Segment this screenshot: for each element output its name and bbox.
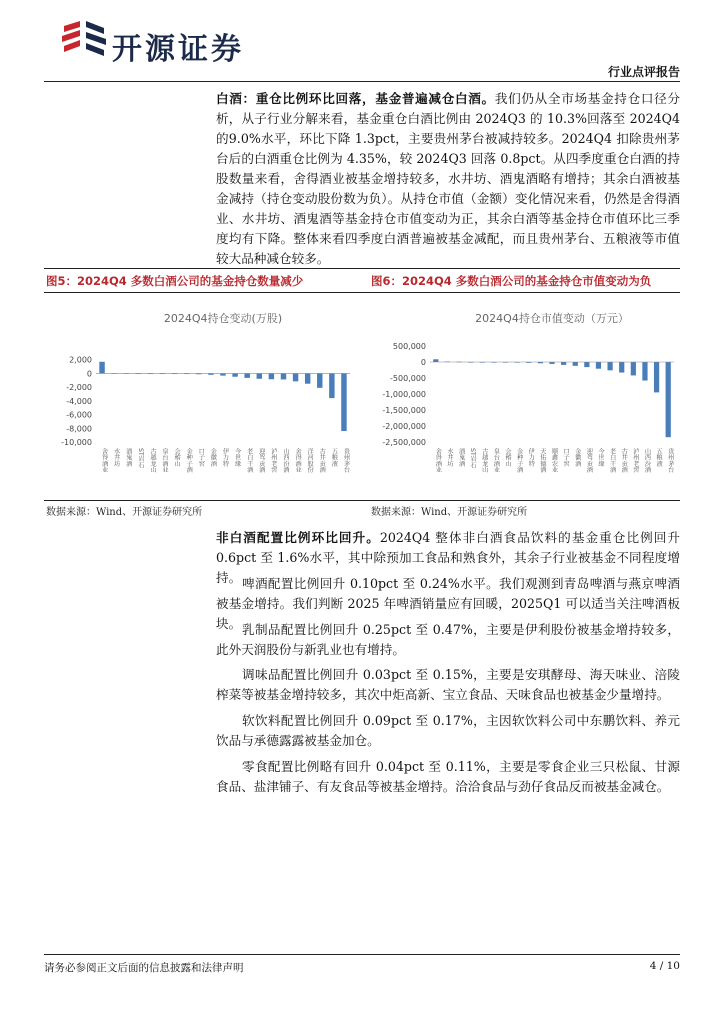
bar bbox=[329, 373, 334, 398]
figure-top-rule bbox=[44, 268, 680, 269]
x-tick-label: 顺鑫农业 bbox=[550, 448, 558, 473]
paragraph-beer: 啤酒配置比例回升 0.10pct 至 0.24%水平。我们观测到青岛啤酒与燕京啤酒被基金增持。我们判断 2025 年啤酒销量应有回暖，2025Q1 可以适当关注啤酒板块。 bbox=[216, 576, 680, 631]
x-tick-label: 金种子酒 bbox=[185, 448, 193, 473]
paragraph-condiments: 调味品配置比例回升 0.03pct 至 0.15%，主要是安琪酵母、海天味业、涪陵榨菜等被基金增持较多，其次中炬高新、宝立食品、天味食品也被基金少量增持。 bbox=[216, 667, 680, 702]
x-tick-label: 会稽山 bbox=[173, 448, 181, 467]
bar bbox=[99, 362, 104, 374]
x-tick-label: 伊力特 bbox=[221, 448, 229, 467]
y-tick-label: -6,000 bbox=[66, 410, 92, 420]
y-tick-label: -2,000,000 bbox=[382, 422, 426, 431]
y-tick-label: 2,000 bbox=[69, 355, 92, 365]
x-tick-label: 迎驾贡酒 bbox=[585, 448, 593, 473]
x-tick-label: 古井贡酒 bbox=[620, 448, 628, 473]
y-tick-label: -10,000 bbox=[61, 438, 92, 447]
bar bbox=[654, 362, 659, 392]
footer-divider bbox=[44, 954, 680, 955]
x-tick-label: 迎驾贡酒 bbox=[257, 448, 265, 473]
x-tick-label: 古越龙山 bbox=[480, 448, 488, 473]
bar bbox=[257, 373, 262, 378]
x-tick-label: 山西汾酒 bbox=[643, 448, 651, 473]
figure-5-source: 数据来源：Wind、开源证券研究所 bbox=[46, 507, 203, 518]
y-tick-label: -2,000 bbox=[66, 383, 92, 393]
x-tick-label: 水井坊 bbox=[445, 448, 453, 467]
x-tick-label: 口子窖 bbox=[197, 448, 205, 467]
bar bbox=[220, 373, 225, 375]
paragraph-text: 我们仍从全市场基金持仓口径分析，从子行业分解来看，基金重仓白酒比例由 2024Q3 的 10.3%回落至 2024Q4 的9.0%水平，环比下降 1.3pct，主要贵州茅台被减持较多。2024Q4 扣除贵州茅台后的白酒重仓比例为 4.35%，较 2024Q3 回落 0.8pct。从四季度重仓白酒的持股数量来看，舍得酒业被基金增持较多，水井坊、酒鬼酒略有增持；其余白酒被基金减持（持仓变动股份数为负）。从持仓市值（金额）变化情况来看，仍然是舍得酒业、水井坊、酒鬼酒等基金持仓市值变动为正，其余白酒等基金持仓市值环比三季度均有下降。整体来看四季度白酒普遍被基金减配，而且贵州茅台、五粮液等市值较大品种减仓较多。 bbox=[216, 91, 681, 266]
paragraph-snacks: 零食配置比例略有回升 0.04pct 至 0.11%，主要是零食企业三只松鼠、甘源食品、盐津铺子、有友食品等被基金增持。洽洽食品与劲仔食品反而被基金减仓。 bbox=[216, 759, 680, 794]
bar bbox=[269, 373, 274, 379]
figure-title-rule bbox=[44, 292, 680, 293]
x-tick-label: 五粮液 bbox=[655, 448, 663, 467]
bar bbox=[607, 362, 612, 370]
company-name: 开源证券 bbox=[112, 32, 244, 67]
bar bbox=[596, 362, 601, 369]
paragraph-soft-drinks: 软饮料配置比例回升 0.09pct 至 0.17%，主因软饮料公司中东鹏饮料、养元饮品与承德露露被基金加仓。 bbox=[216, 713, 680, 748]
x-tick-label: 金徽酒 bbox=[573, 448, 581, 467]
x-tick-label: 五粮液 bbox=[330, 448, 338, 467]
x-tick-label: 古井贡酒 bbox=[318, 448, 326, 473]
report-type: 行业点评报告 bbox=[607, 65, 680, 79]
y-tick-label: -500,000 bbox=[390, 374, 426, 383]
x-tick-label: 泸州老窖 bbox=[269, 448, 277, 473]
x-tick-label: 舍得酒业 bbox=[294, 448, 302, 473]
y-tick-label: 500,000 bbox=[392, 342, 426, 351]
y-tick-label: -2,500,000 bbox=[382, 438, 426, 447]
bar bbox=[642, 362, 647, 381]
x-tick-label: 金种子酒 bbox=[515, 448, 523, 473]
bar bbox=[341, 373, 346, 431]
paragraph-text: 2024Q4 整体非白酒食品饮料的基金重仓比例回升 0.6pct 至 1.6%水平，其中除预加工食品和熟食外，其余子行业被基金不同程度增持。 bbox=[216, 530, 680, 585]
bar bbox=[281, 373, 286, 379]
bar bbox=[305, 373, 310, 383]
paragraph-baijiu bbox=[216, 89, 680, 269]
bar bbox=[619, 362, 624, 373]
x-tick-label: 山西汾酒 bbox=[281, 448, 289, 473]
x-tick-label: ST岩石 bbox=[469, 448, 477, 469]
x-tick-label: 舍得酒业 bbox=[100, 448, 108, 473]
bar bbox=[584, 362, 589, 367]
x-tick-label: 水井坊 bbox=[112, 448, 120, 467]
x-tick-label: 老白干酒 bbox=[245, 448, 253, 473]
bar bbox=[244, 373, 249, 377]
x-tick-label: 贵州茅台 bbox=[666, 448, 674, 473]
y-tick-label: -8,000 bbox=[66, 424, 92, 434]
x-tick-label: 酒鬼酒 bbox=[457, 448, 465, 467]
chart-fig6 bbox=[368, 298, 680, 496]
figure-6-source: 数据来源：Wind、开源证券研究所 bbox=[371, 507, 528, 518]
logo-mark-icon bbox=[58, 18, 110, 64]
footer-disclaimer: 请务必参阅正文后面的信息披露和法律声明 bbox=[44, 962, 244, 974]
x-tick-label: 今世缘 bbox=[596, 448, 604, 467]
paragraph-lead: 非白酒配置比例环比回升。 bbox=[216, 530, 380, 545]
x-tick-label: 泸州老窖 bbox=[631, 448, 639, 473]
figure-5-title: 图5：2024Q4 多数白酒公司的基金持仓数量减少 bbox=[46, 274, 304, 288]
y-tick-label: 0 bbox=[420, 358, 426, 367]
bar bbox=[433, 359, 438, 362]
paragraph-dairy: 乳制品配置比例回升 0.25pct 至 0.47%，主要是伊利股份被基金增持较多，此外天润股份与新乳业也有增持。 bbox=[216, 622, 680, 657]
page-number: 4 / 10 bbox=[649, 960, 680, 972]
bar bbox=[232, 373, 237, 376]
bar bbox=[573, 362, 578, 366]
paragraph-lead: 白酒：重仓比例环比回落，基金普遍减仓白酒。 bbox=[216, 91, 495, 106]
x-tick-label: 口子窖 bbox=[562, 448, 570, 467]
x-tick-label: 老白干酒 bbox=[608, 448, 616, 473]
x-tick-label: 洋河股份 bbox=[306, 448, 314, 473]
figure-6-title: 图6：2024Q4 多数白酒公司的基金持仓市值变动为负 bbox=[371, 274, 652, 288]
header-divider bbox=[44, 81, 680, 82]
chart-title: 2024Q4持仓市值变动（万元） bbox=[475, 312, 629, 325]
y-tick-label: -1,000,000 bbox=[382, 390, 426, 399]
figure-bottom-rule bbox=[44, 500, 680, 501]
chart-fig5 bbox=[44, 298, 356, 496]
x-tick-label: 伊力特 bbox=[527, 448, 535, 467]
x-tick-label: 舍得酒业 bbox=[434, 448, 442, 473]
x-tick-label: 皇台酒业 bbox=[492, 448, 500, 473]
x-tick-label: 酒鬼酒 bbox=[124, 448, 132, 467]
x-tick-label: 金徽酒 bbox=[209, 448, 217, 467]
y-tick-label: -1,500,000 bbox=[382, 406, 426, 415]
company-logo bbox=[58, 18, 110, 68]
bar bbox=[317, 373, 322, 387]
bar bbox=[561, 362, 566, 365]
x-tick-label: 皇台酒业 bbox=[161, 448, 169, 473]
chart-title: 2024Q4持仓变动(万股) bbox=[163, 312, 283, 325]
x-tick-label: ST岩石 bbox=[136, 448, 144, 469]
x-tick-label: 古越龙山 bbox=[148, 448, 156, 473]
bar bbox=[293, 373, 298, 381]
bar bbox=[631, 362, 636, 375]
y-tick-label: -4,000 bbox=[66, 396, 92, 406]
y-tick-label: 0 bbox=[86, 369, 92, 379]
x-tick-label: 会稽山 bbox=[504, 448, 512, 467]
x-tick-label: 贵州茅台 bbox=[342, 448, 350, 473]
x-tick-label: 今世缘 bbox=[233, 448, 241, 467]
bar bbox=[666, 362, 671, 437]
x-tick-label: 天佑德酒 bbox=[538, 448, 546, 473]
